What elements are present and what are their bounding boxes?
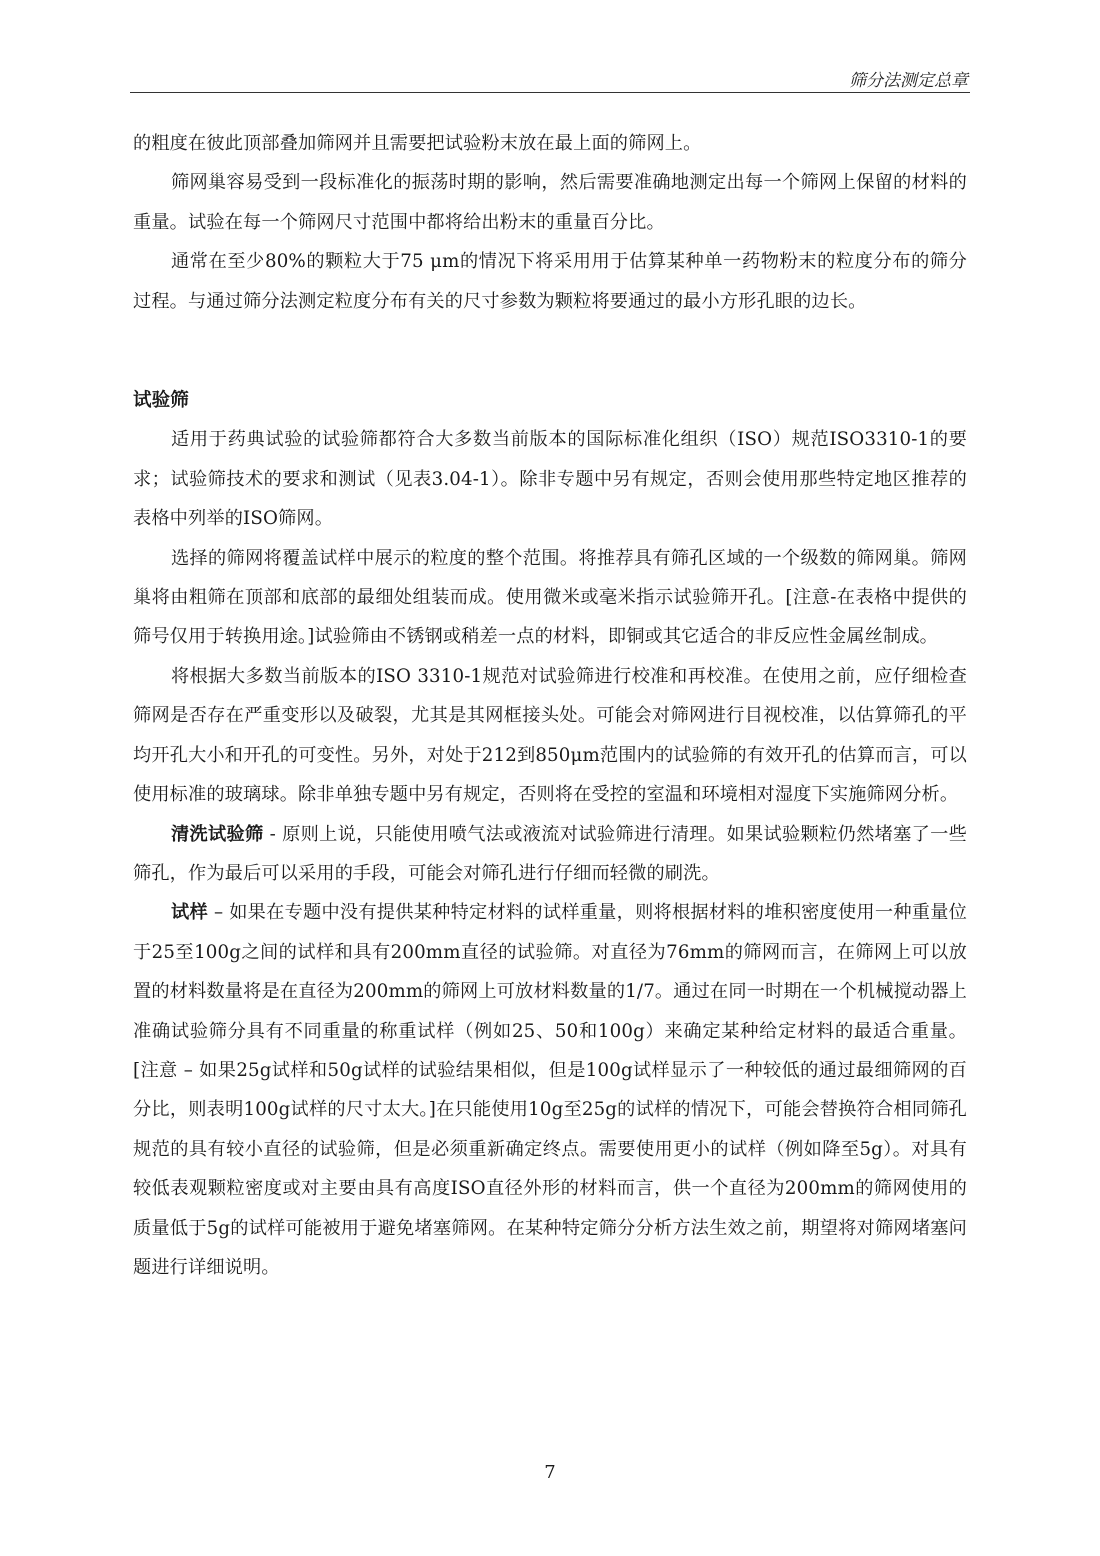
section-heading: 试验筛	[133, 390, 189, 412]
paragraph: 将根据大多数当前版本的ISO 3310-1规范对试验筛进行校准和再校准。在使用之前，应仔细检查筛网是否存在严重变形以及破裂，尤其是其网框接头处。可能会对筛网进行目视校准，以估算筛孔的平均开孔大小和开孔的可变性。另外，对处于212到850μm范围内的试验筛的有效开孔的估算而言，可以使用标准的玻璃球。除非单独专题中另有规定，否则将在受控的室温和环境相对湿度下实施筛网分析。	[133, 665, 967, 806]
document-body	[133, 124, 967, 1287]
paragraph: 的粗度在彼此顶部叠加筛网并且需要把试验粉末放在最上面的筛网上。	[133, 133, 702, 154]
paragraph-text: - 原则上说，只能使用喷气法或液流对试验筛进行清理。如果试验颗粒仍然堵塞了一些筛孔，作为最后可以采用的手段，可能会对筛孔进行仔细而轻微的刷洗。	[133, 823, 967, 884]
page-header	[130, 66, 970, 93]
running-title: 筛分法测定总章	[849, 71, 968, 91]
paragraph: 通常在至少80%的颗粒大于75 μm的情况下将采用用于估算某种单一药物粉末的粒度分布的筛分过程。与通过筛分法测定粒度分布有关的尺寸参数为颗粒将要通过的最小方形孔眼的边长。	[133, 251, 967, 312]
paragraph	[133, 815, 967, 894]
page-number: 7	[544, 1462, 556, 1483]
paragraph: 选择的筛网将覆盖试样中展示的粒度的整个范围。将推荐具有筛孔区域的一个级数的筛网巢。筛网巢将由粗筛在顶部和底部的最细处组装而成。使用微米或毫米指示试验筛开孔。[注意-在表格中提供的筛号仅用于转换用途。]试验筛由不锈钢或稍差一点的材料，即铜或其它适合的非反应性金属丝制成。	[133, 547, 967, 648]
paragraph: 适用于药典试验的试验筛都符合大多数当前版本的国际标准化组织（ISO）规范ISO3310-1的要求；试验筛技术的要求和测试（见表3.04-1）。除非专题中另有规定，否则会使用那些特定地区推荐的表格中列举的ISO筛网。	[133, 429, 967, 530]
inline-term-cleaning: 清洗试验筛	[171, 823, 264, 845]
paragraph	[133, 893, 967, 1287]
paragraph-text: – 如果在专题中没有提供某种特定材料的试样重量，则将根据材料的堆积密度使用一种重量位于25至100g之间的试样和具有200mm直径的试验筛。对直径为76mm的筛网而言，在筛网上可以放置的材料数量将是在直径为200mm的筛网上可放材料数量的1/7。通过在同一时期在一个机械搅动器上准确试验筛分具有不同重量的称重试样（例如25、50和100g）来确定某种给定材料的最适合重量。[注意 – 如果25g试样和50g试样的试验结果相似，但是100g试样显示了一种较低的通过最细筛网的百分比，则表明100g试样的尺寸太大。]在只能使用10g至25g的试样的情况下，可能会替换符合相同筛孔规范的具有较小直径的试验筛，但是必须重新确定终点。需要使用更小的试样（例如降至5g）。对具有较低表观颗粒密度或对主要由具有高度ISO直径外形的材料而言，供一个直径为200mm的筛网使用的质量低于5g的试样可能被用于避免堵塞筛网。在某种特定筛分分析方法生效之前，期望将对筛网堵塞问题进行详细说明。	[133, 902, 967, 1278]
inline-term-sample: 试样	[171, 902, 208, 924]
paragraph: 筛网巢容易受到一段标准化的振荡时期的影响，然后需要准确地测定出每一个筛网上保留的材料的重量。试验在每一个筛网尺寸范围中都将给出粉末的重量百分比。	[133, 172, 967, 233]
